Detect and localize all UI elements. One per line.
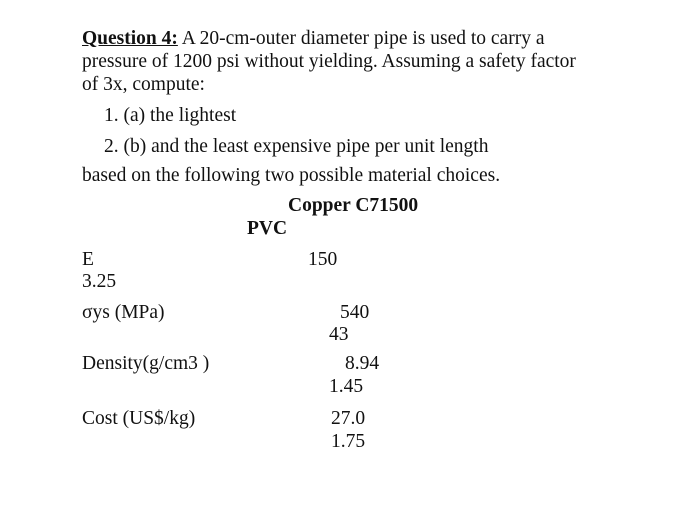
cell-e-copper: 150 xyxy=(308,249,338,270)
question-text-1: A 20-cm-outer diameter pipe is used to carry a xyxy=(177,28,545,49)
cell-density-pvc: 1.45 xyxy=(329,376,364,397)
row-label-density: Density(g/cm3 ) xyxy=(82,353,210,374)
question-line-1 xyxy=(82,27,544,51)
column-header-copper: Copper C71500 xyxy=(288,195,419,216)
cell-yield-copper: 540 xyxy=(340,302,370,323)
row-label-cost: Cost (US$/kg) xyxy=(82,408,196,429)
cell-cost-copper: 27.0 xyxy=(331,408,366,429)
list-item-b: 2. (b) and the least expensive pipe per unit length xyxy=(104,136,489,157)
cell-density-copper: 8.94 xyxy=(345,353,380,374)
question-line-3: of 3x, compute: xyxy=(82,74,205,95)
cell-cost-pvc: 1.75 xyxy=(331,431,366,452)
cell-e-pvc: 3.25 xyxy=(82,271,117,292)
column-header-pvc: PVC xyxy=(247,218,288,239)
cell-yield-pvc: 43 xyxy=(329,324,349,345)
list-item-a: 1. (a) the lightest xyxy=(104,105,237,126)
row-label-yield-strength: σys (MPa) xyxy=(82,302,165,323)
question-label: Question 4: xyxy=(82,28,178,49)
question-closing: based on the following two possible material choices. xyxy=(82,165,501,186)
row-label-e: E xyxy=(82,249,94,270)
question-line-2: pressure of 1200 psi without yielding. Assuming a safety factor xyxy=(82,51,576,72)
